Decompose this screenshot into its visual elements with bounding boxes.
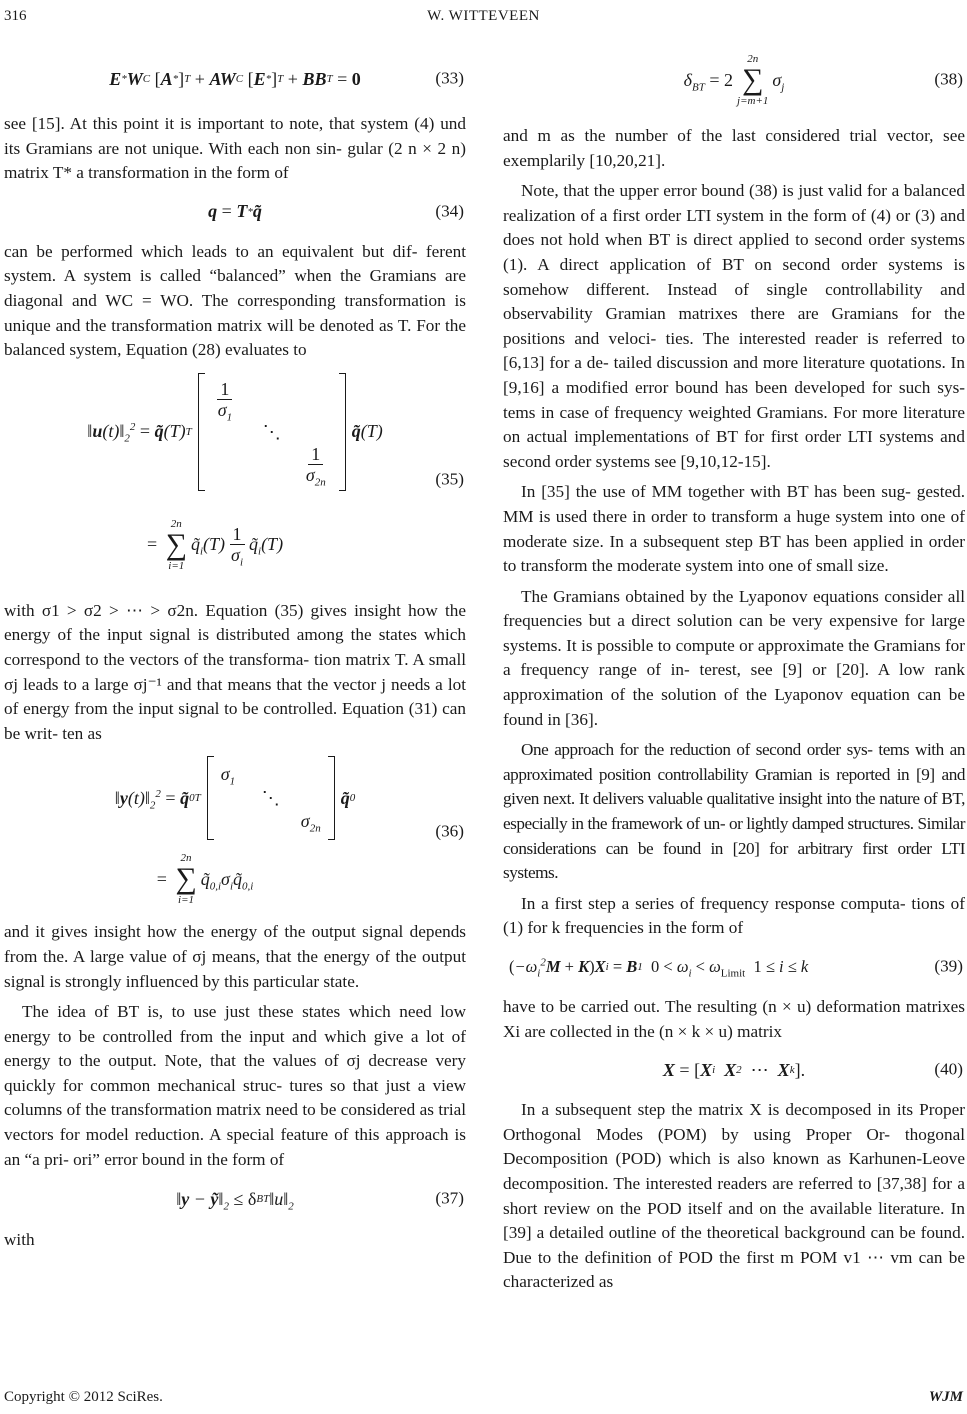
equation-36: $‖y(t)‖_2^2$ = q̃ 0 T $\sigma_1$ ⋱ $\sigma_{2n}$ q̃ 0 = 2n ∑ i=1 $q̃_{0,i}\sigma_iq̃_{0,i}$ (36) [4,752,466,912]
equation-40: X = [ X i X 2 ⋯ X k ]. (40) [503,1050,965,1090]
equation-39: ( $-\omega_i^2$ M + K ) X i = B 1 0 < $\omega_i$ < $\omega_{Limit}$ 1 ≤ i ≤ k (39) [509,956,963,979]
equation-number: (40) [934,1059,963,1079]
equation-number: (35) [435,469,464,489]
page-footer [0,1389,967,1409]
paragraph: with σ1 > σ2 > ⋯ > σ2n. Equation (35) gives insight how the energy of the input signal is distributed among the states which correspond to the vectors of the transforma- tion matrix T. A small σj leads to a large σj⁻¹ and that means that the vector j needs a lot of energy from the input signal to be controlled. Equation (31) can be writ- ten as [4,600,466,743]
paragraph: In [35] the use of MM together with BT has been sug- gested. MM is used there in order to transform a huge system into one of moderate size. In a subsequent step BT has been applied in order to transform the moderate system into one of small size. [503,482,965,576]
paragraph: In a first step a series of frequency response computa- tions of (1) for k frequencies in the form of [503,893,965,938]
journal-abbrev: WJM [928,1389,963,1405]
paragraph: and m as the number of the last considered trial vector, see exemplarily [10,20,21]. [503,126,965,170]
equation-33: E * W C [ A * ] T + AW C [ E * ] T + BB T = 0 (33) [4,54,466,104]
equation-number: (39) [934,956,963,976]
equation-number: (34) [435,201,464,221]
equation-34: q = T * q̃ (34) [4,192,466,232]
left-column [4,44,466,1259]
copyright: Copyright © 2012 SciRes. [4,1389,163,1405]
right-column [503,44,965,1301]
paragraph: One approach for the reduction of second order sys- tems with an approximated position controllability Gramian is reported in [9] and given next. It delivers valuable qualitative insight into the nature of BT, especially in the framework of un- or lightly damped structures. Similar considerations can be found in [20] for arbitrary first order LTI systems. [503,740,965,883]
page-number: 316 [4,8,27,24]
paragraph: The idea of BT is, to use just these states which need low energy to be controlled from the input and which give a lot of energy to the output. Note, that the values of σj decrease very quickly for common mechanical struc- tures so that just a view columns of the transformation matrix need to be considered as trial vectors for model reduction. A special feature of this approach is an “a pri- ori” error bound in the form of [4,1002,466,1169]
paragraph: have to be carried out. The resulting (n × u) deformation matrixes Xi are collected in the (n × k × u) matrix [503,997,965,1041]
paragraph: with [4,1230,35,1250]
paragraph: In a subsequent step the matrix X is decomposed in its Proper Orthogonal Modes (POM) by using Proper Or- thogonal Decomposition (POD) which is also known as Karhunen-Leove decomposition. The interested readers are referred to [37,38] for a short review on the POD itself and on the available literature. In [39] a detailed outline of the theoretical background can be found. Due to the definition of POD the first m POM v1 ⋯ vm can be characterized as [503,1100,965,1292]
equation-38: $\delta_{BT}$ = 2 2n ∑ j=m+1 $\sigma_j$ (38) [683,53,963,107]
equation-35: $‖u(t)‖_2^2$ = q̃ (T) T $\frac{1}{\sigma_1}$ ⋱ $\frac{1}{\sigma_{2n}}$ q̃ (T) = 2n ∑ i=1 $q̃_i(T)$ $\frac{1}{\sigma_i}$ $q̃_i(T)$ (35) [4,369,466,591]
page-header [0,8,967,30]
paragraph: can be performed which leads to an equivalent but dif- ferent system. A system is called “balanced” when the Gramians are diagonal and WC = WO. The corresponding transformation is unique and the transformation matrix will be denoted as T. For the balanced system, Equation (28) evaluates to [4,241,466,360]
paragraph: see [15]. At this point it is important to note, that system (4) und its Gramians are not unique. With each non sin- gular (2 n × 2 n) matrix T* a transformation in the form of [4,114,466,183]
equation-number: (38) [934,69,963,89]
equation-number: (37) [435,1188,464,1208]
paragraph: and it gives insight how the energy of the output signal depends from the. A large value of σj means, that the energy of the output signal is strongly influenced by this particular state. [4,922,466,991]
equation-number: (36) [435,822,464,842]
paragraph: The Gramians obtained by the Lyaponov equations consider all frequencies but a direct solution can be very expensive for large systems. It is possible to compute or approximate the Gramians for a frequency range of in- terest, see [9] or [20]. A low rank approximation of the solution of the Lyaponov equation can be found in [36]. [503,586,965,729]
equation-37: ‖y − $ỹ‖_2$ ≤ δ BT $‖u‖_2$ (37) [176,1188,464,1213]
paragraph: Note, that the upper error bound (38) is just valid for a balanced realization of a first order LTI system in the form of (4) or (3) and does not hold when BT is direct applied to second order systems (1). A direct application of BT on second order systems is somehow different. Instead of single controllability and observability Gramian matrixes there are Gramians for the positions and veloci- ties. The interested reader is referred to [6,13] for a de- tailed discussion and more literature quotations. In [9,16] a modified error bound has been developed for such sys- tems in case of frequency weighted Gramians. For more literature on actual implementations of BT for first order LTI systems and second order systems see [9,10,12-15]. [503,181,965,471]
running-title: W. WITTEVEEN [427,8,540,24]
equation-number: (33) [435,68,464,88]
